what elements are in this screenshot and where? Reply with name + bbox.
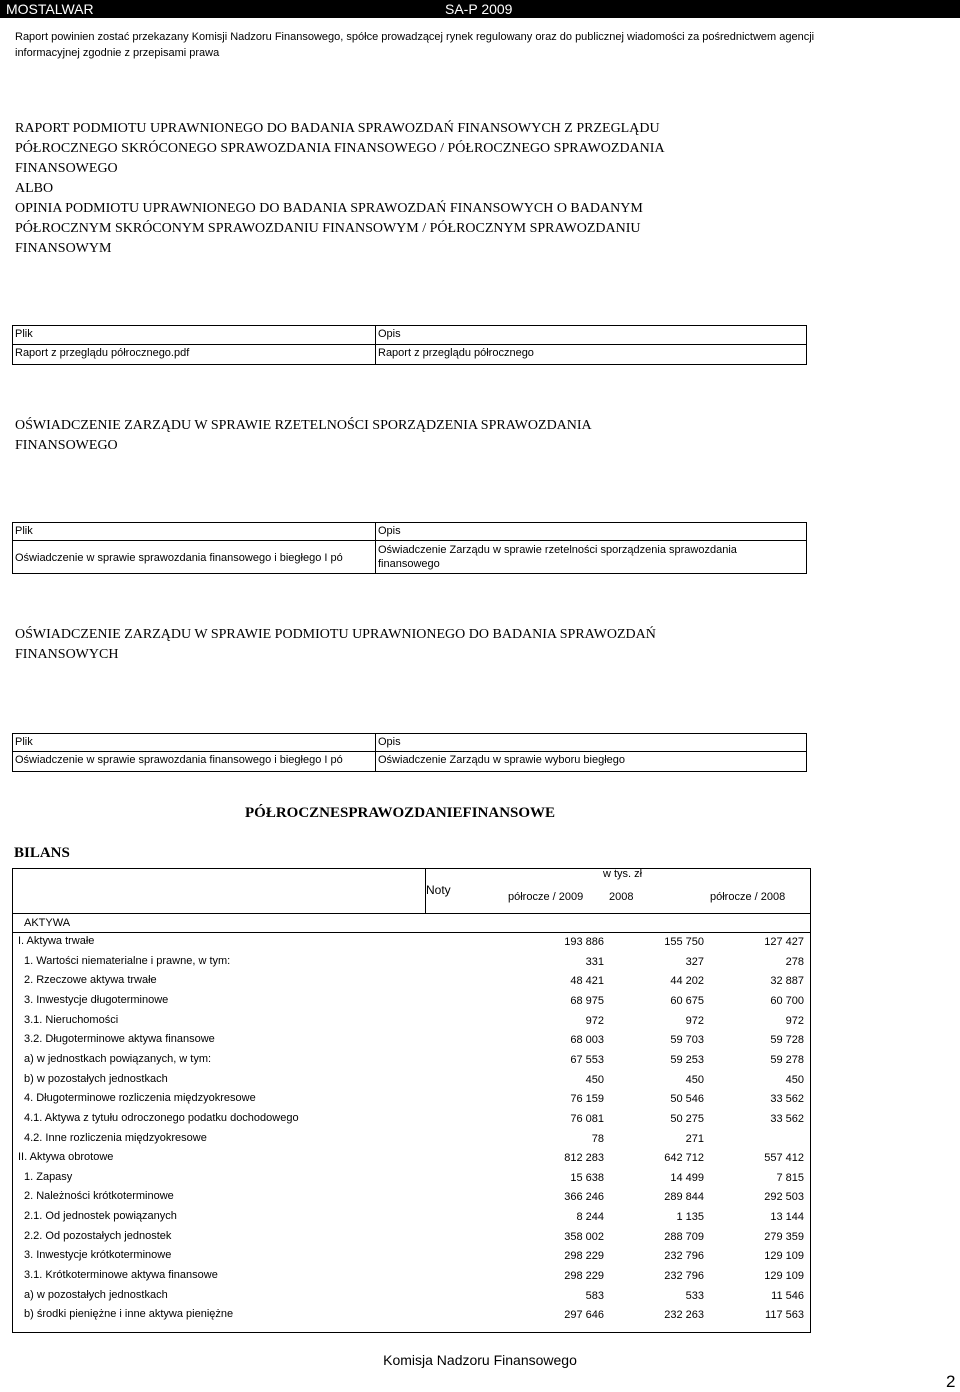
row-value: 44 202 <box>670 975 704 988</box>
row-value: 366 246 <box>564 1191 604 1204</box>
table-row <box>13 1228 810 1247</box>
row-label: b) w pozostałych jednostkach <box>24 1072 168 1085</box>
col-header: 2008 <box>609 891 634 903</box>
row-label: II. Aktywa obrotowe <box>18 1151 114 1164</box>
row-value: 67 553 <box>570 1053 604 1066</box>
section1-line: PÓŁROCZNEGO SKRÓCONEGO SPRAWOZDANIA FINANSOWEGO / PÓŁROCZNEGO SPRAWOZDANIA <box>15 141 665 156</box>
file-description-line1: Oświadczenie Zarządu w sprawie rzetelności sporządzenia sprawozdania <box>378 544 737 556</box>
row-value: 11 546 <box>771 1289 804 1302</box>
table-row <box>13 1169 810 1188</box>
table-row <box>13 933 810 952</box>
row-value: 279 359 <box>764 1230 804 1243</box>
company-name: MOSTALWAR <box>6 1 94 17</box>
row-value: 298 229 <box>564 1250 604 1263</box>
section1-line: ALBO <box>15 181 54 196</box>
row-value: 8 244 <box>576 1211 604 1224</box>
row-value: 60 700 <box>770 994 804 1007</box>
row-value: 15 638 <box>570 1171 604 1184</box>
table-row <box>13 1012 810 1031</box>
col-file-header: Plik <box>15 328 33 340</box>
row-value: 642 712 <box>664 1152 704 1165</box>
file-link[interactable]: Oświadczenie w sprawie sprawozdania finansowego i biegłego I pó <box>15 552 343 564</box>
section1-line: FINANSOWYM <box>15 241 112 256</box>
table-row <box>13 1267 810 1286</box>
row-label: 2. Rzeczowe aktywa trwałe <box>24 974 157 987</box>
row-label: a) w pozostałych jednostkach <box>24 1288 168 1301</box>
row-label: 3.2. Długoterminowe aktywa finansowe <box>24 1033 215 1046</box>
table-row <box>13 1110 810 1129</box>
section3-line: FINANSOWYCH <box>15 647 119 662</box>
row-value: 14 499 <box>670 1171 704 1184</box>
row-value: 76 159 <box>570 1093 604 1106</box>
col-file-header: Plik <box>15 525 33 537</box>
table-row <box>13 992 810 1011</box>
page-number: 2 <box>946 1372 956 1391</box>
row-value: 48 421 <box>570 975 604 988</box>
row-label: 2.1. Od jednostek powiązanych <box>24 1210 177 1223</box>
file-link[interactable]: Raport z przeglądu półrocznego.pdf <box>15 347 190 359</box>
top-header-bar <box>0 0 960 18</box>
file-link[interactable]: Oświadczenie w sprawie sprawozdania finansowego i biegłego I pó <box>15 754 343 766</box>
row-value: 59 253 <box>670 1053 704 1066</box>
row-label: 3.1. Krótkoterminowe aktywa finansowe <box>24 1269 218 1282</box>
row-value: 358 002 <box>564 1230 604 1243</box>
row-value: 972 <box>585 1014 604 1027</box>
report-title: PÓŁROCZNESPRAWOZDANIEFINANSOWE <box>245 805 556 821</box>
row-value: 450 <box>785 1073 804 1086</box>
row-value: 271 <box>685 1132 704 1145</box>
table-row <box>13 1149 810 1168</box>
row-value: 533 <box>685 1289 704 1302</box>
row-value: 50 546 <box>670 1093 704 1106</box>
section2-heading <box>15 416 592 456</box>
section1-file-table <box>12 325 807 365</box>
row-value: 232 796 <box>664 1250 704 1263</box>
row-label: b) środki pieniężne i inne aktywa pieniężne <box>24 1308 234 1321</box>
section1-line: OPINIA PODMIOTU UPRAWNIONEGO DO BADANIA SPRAWOZDAŃ FINANSOWYCH O BADANYM <box>15 201 643 216</box>
table-row <box>13 953 810 972</box>
row-value: 60 675 <box>670 994 704 1007</box>
section1-line: RAPORT PODMIOTU UPRAWNIONEGO DO BADANIA SPRAWOZDAŃ FINANSOWYCH Z PRZEGLĄDU <box>15 121 660 136</box>
row-label: 3.1. Nieruchomości <box>24 1013 119 1026</box>
table-row <box>13 1208 810 1227</box>
row-value: 331 <box>585 955 604 968</box>
col-desc-header: Opis <box>378 736 401 748</box>
row-value: 972 <box>685 1014 704 1027</box>
row-value: 972 <box>785 1014 804 1027</box>
row-value: 450 <box>585 1073 604 1086</box>
table-row <box>13 1090 810 1109</box>
row-label: 4. Długoterminowe rozliczenia międzyokresowe <box>24 1092 256 1105</box>
row-value: 50 275 <box>670 1112 704 1125</box>
row-value: 450 <box>685 1073 704 1086</box>
section2-line: OŚWIADCZENIE ZARZĄDU W SPRAWIE RZETELNOŚCI SPORZĄDZENIA SPRAWOZDANIA <box>15 418 592 433</box>
row-label: 4.1. Aktywa z tytułu odroczonego podatku dochodowego <box>24 1111 299 1124</box>
file-description-line2: finansowego <box>378 558 440 570</box>
row-value: 1 135 <box>676 1211 704 1224</box>
footer: Komisja Nadzoru Finansowego <box>383 1352 577 1368</box>
row-value: 289 844 <box>664 1191 704 1204</box>
row-value: 155 750 <box>664 936 704 948</box>
row-value: 812 283 <box>564 1152 604 1165</box>
intro-text: Raport powinien zostać przekazany Komisji Nadzoru Finansowego, spółce prowadzącej rynek regulowany oraz do publicznej wiadomości za pośrednictwem agencji informacyjnej zgodnie z przepisami prawa <box>15 31 815 59</box>
row-label: 3. Inwestycje długoterminowe <box>24 993 169 1006</box>
row-value: 33 562 <box>770 1112 804 1125</box>
report-type: SA-P 2009 <box>445 1 513 17</box>
row-label: 2. Należności krótkoterminowe <box>24 1190 174 1203</box>
table-row <box>13 1188 810 1207</box>
row-value: 7 815 <box>776 1171 804 1184</box>
file-description: Oświadczenie Zarządu w sprawie wyboru biegłego <box>378 754 626 766</box>
table-row <box>13 1071 810 1090</box>
row-value: 557 412 <box>764 1152 804 1165</box>
row-value: 232 263 <box>664 1309 704 1322</box>
row-value: 33 562 <box>770 1093 804 1106</box>
file-description: Raport z przeglądu półrocznego <box>378 347 534 359</box>
aktywa-label: AKTYWA <box>24 917 71 929</box>
table-row <box>13 1306 810 1325</box>
table-row <box>13 1247 810 1266</box>
section3-file-table <box>12 733 807 772</box>
section1-line: FINANSOWEGO <box>15 161 118 176</box>
col-desc-header: Opis <box>378 328 401 340</box>
row-value: 127 427 <box>764 936 804 948</box>
row-value: 68 975 <box>570 994 604 1007</box>
section1-line: PÓŁROCZNYM SKRÓCONYM SPRAWOZDANIU FINANSOWYM / PÓŁROCZNYM SPRAWOZDANIU <box>15 221 641 236</box>
row-value: 68 003 <box>570 1034 604 1047</box>
table-row <box>13 1287 810 1306</box>
table-row <box>13 972 810 991</box>
row-value: 129 109 <box>764 1250 804 1263</box>
table-row <box>13 1031 810 1050</box>
table-row <box>13 1130 810 1149</box>
col-file-header: Plik <box>15 736 33 748</box>
row-label: I. Aktywa trwałe <box>18 935 95 947</box>
section2-file-table <box>12 522 807 574</box>
col-header: półrocze / 2009 <box>508 891 584 903</box>
row-value: 288 709 <box>664 1230 704 1243</box>
section2-line: FINANSOWEGO <box>15 438 118 453</box>
row-value: 59 728 <box>770 1034 804 1047</box>
row-value: 76 081 <box>570 1112 604 1125</box>
row-value: 327 <box>685 955 704 968</box>
col-header: półrocze / 2008 <box>710 891 786 903</box>
row-value: 117 563 <box>765 1309 804 1322</box>
table-row <box>13 1051 810 1070</box>
row-label: 2.2. Od pozostałych jednostek <box>24 1229 172 1242</box>
row-label: a) w jednostkach powiązanych, w tym: <box>24 1052 212 1065</box>
row-value: 278 <box>785 955 804 968</box>
row-value: 193 886 <box>564 936 604 948</box>
row-value: 583 <box>585 1289 604 1302</box>
row-label: 1. Wartości niematerialne i prawne, w tym: <box>24 954 231 967</box>
balance-sheet-table <box>12 868 811 1333</box>
row-label: 3. Inwestycje krótkoterminowe <box>24 1249 172 1262</box>
col-desc-header: Opis <box>378 525 401 537</box>
bilans-title: BILANS <box>14 845 70 861</box>
row-label: 1. Zapasy <box>24 1170 73 1183</box>
row-value: 298 229 <box>564 1270 604 1283</box>
row-value: 297 646 <box>564 1309 604 1322</box>
noty-header: Noty <box>426 883 451 897</box>
row-value: 292 503 <box>764 1191 804 1204</box>
unit-label: w tys. zł <box>603 868 643 880</box>
row-label: 4.2. Inne rozliczenia międzyokresowe <box>24 1131 207 1144</box>
section3-heading <box>15 625 656 665</box>
row-value: 59 703 <box>670 1034 704 1047</box>
section3-line: OŚWIADCZENIE ZARZĄDU W SPRAWIE PODMIOTU UPRAWNIONEGO DO BADANIA SPRAWOZDAŃ <box>15 627 656 642</box>
row-value: 232 796 <box>664 1270 704 1283</box>
section1-heading <box>15 119 665 259</box>
row-value: 32 887 <box>770 975 804 988</box>
row-value: 129 109 <box>764 1270 804 1283</box>
row-value: 59 278 <box>770 1053 804 1066</box>
row-value: 13 144 <box>770 1211 804 1224</box>
row-value: 78 <box>591 1132 604 1145</box>
